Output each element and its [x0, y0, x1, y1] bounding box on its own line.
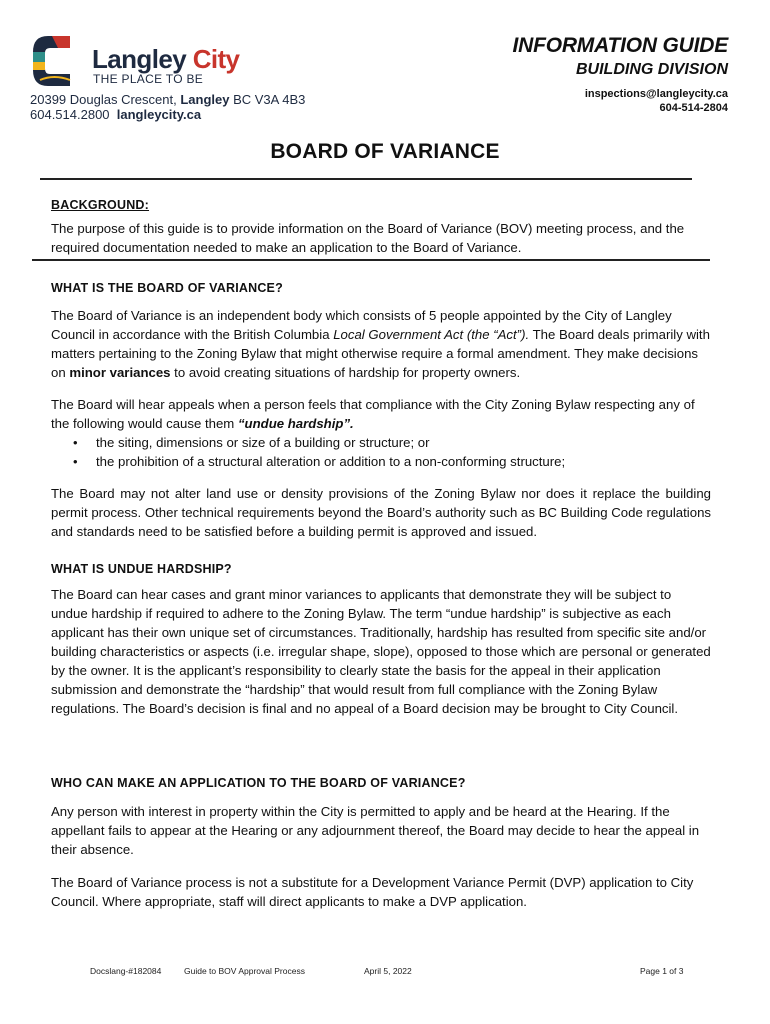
background-paragraph: The purpose of this guide is to provide information on the Board of Variance (BOV) meeting process, and the required documentation needed to make an application to the Board of Variance.	[51, 221, 685, 255]
appeal-criteria-list	[51, 433, 711, 471]
contact-phone: 604-514-2804	[659, 102, 728, 114]
who-paragraph-2: The Board of Variance process is not a substitute for a Development Variance Permit (DVP) application to City Council. Where appropriate, staff will direct applicants to make a DVP application.	[51, 875, 694, 909]
what-is-paragraph-2	[51, 395, 711, 433]
city-address	[30, 92, 305, 122]
title-divider	[40, 178, 692, 180]
footer-doc-id: Docslang-#182084	[90, 966, 162, 976]
act-reference: Local Government Act (the “Act”).	[333, 327, 530, 342]
section-divider	[32, 259, 710, 261]
undue-hardship-heading: WHAT IS UNDUE HARDSHIP?	[51, 562, 232, 576]
address-city: Langley	[180, 92, 230, 107]
undue-hardship-section	[51, 585, 711, 718]
who-can-apply-section	[51, 802, 711, 911]
logo-tagline: THE PLACE TO BE	[93, 72, 204, 86]
background-heading: BACKGROUND:	[51, 198, 150, 212]
background-text	[51, 219, 711, 257]
what-is-section	[51, 306, 711, 541]
logo-wordmark	[92, 44, 239, 75]
address-phone: 604.514.2800	[30, 107, 110, 122]
logo-word-main: Langley	[92, 44, 187, 74]
langley-city-logo	[30, 34, 240, 88]
logo-word-city: City	[192, 44, 240, 74]
division-name: BUILDING DIVISION	[575, 61, 728, 78]
p1-text-a: The Board of Variance is an independent body which consists of 5 people appointed by the City of Langley Council in accordance with the British Columbia	[51, 308, 672, 342]
guide-header	[512, 34, 728, 115]
address-web-link[interactable]: langleycity.ca	[116, 107, 202, 122]
list-item: • the siting, dimensions or size of a building or structure; or	[51, 433, 711, 452]
contact-email-link[interactable]: inspections@langleycity.ca	[584, 88, 728, 100]
what-is-paragraph-3: The Board may not alter land use or density provisions of the Zoning Bylaw nor does it replace the building permit process. Other technical requirements beyond the Board’s authority such as BC Building Code regulations and standards need to be satisfied before a building permit is approved and issued.	[51, 486, 711, 539]
logo-mark-icon	[30, 34, 90, 88]
what-is-paragraph-1	[51, 306, 711, 382]
undue-hardship-paragraph: The Board can hear cases and grant minor variances to applicants that demonstrate they will be subject to undue hardship if required to adhere to the Zoning Bylaw. The term “undue hardship” is subjective as each applicant has their own unique set of circumstances. Traditionally, hardship has resulted from specific site and/or building characteristics or aspects (i.e. irregular shape, slope), opposed to those which are personal or generated by the owner. It is the applicant’s responsibility to clearly state the basis for the appeal in their application submission and demonstrate the “hardship” that would result from full compliance with the Zoning Bylaw regulations. The Board’s decision is final and no appeal of a Board decision may be brought to City Council.	[51, 587, 711, 716]
who-paragraph-1: Any person with interest in property within the City is permitted to apply and be heard at the Hearing. If the appellant fails to appear at the Hearing or any adjournment thereof, the Board may decide to hear the appeal in their absence.	[51, 804, 700, 857]
address-street: 20399 Douglas Crescent,	[30, 92, 177, 107]
who-can-apply-heading: WHO CAN MAKE AN APPLICATION TO THE BOARD OF VARIANCE?	[51, 776, 466, 790]
undue-hardship-term: “undue hardship”.	[237, 416, 354, 431]
p1-text-c: to avoid creating situations of hardship for property owners.	[170, 365, 521, 380]
page-title: BOARD OF VARIANCE	[270, 140, 500, 163]
guide-title: INFORMATION GUIDE	[512, 34, 728, 57]
minor-variances-term: minor variances	[69, 365, 171, 380]
what-is-heading: WHAT IS THE BOARD OF VARIANCE?	[51, 281, 283, 295]
p1-text-b: The Board deals primarily with matters pertaining to the Zoning Bylaw that might otherwise require a formal amendment. They make decisions on	[51, 327, 710, 380]
address-province: BC V3A 4B3	[233, 92, 306, 107]
footer-page-number: Page 1 of 3	[640, 966, 684, 976]
footer-doc-name: Guide to BOV Approval Process	[184, 966, 305, 976]
contact-block	[512, 87, 728, 115]
footer-date: April 5, 2022	[364, 966, 412, 976]
p2-text-a: The Board will hear appeals when a person feels that compliance with the City Zoning Bylaw respecting any of the following would cause them	[51, 397, 695, 431]
list-item: • the prohibition of a structural alteration or addition to a non-conforming structure;	[51, 452, 711, 471]
